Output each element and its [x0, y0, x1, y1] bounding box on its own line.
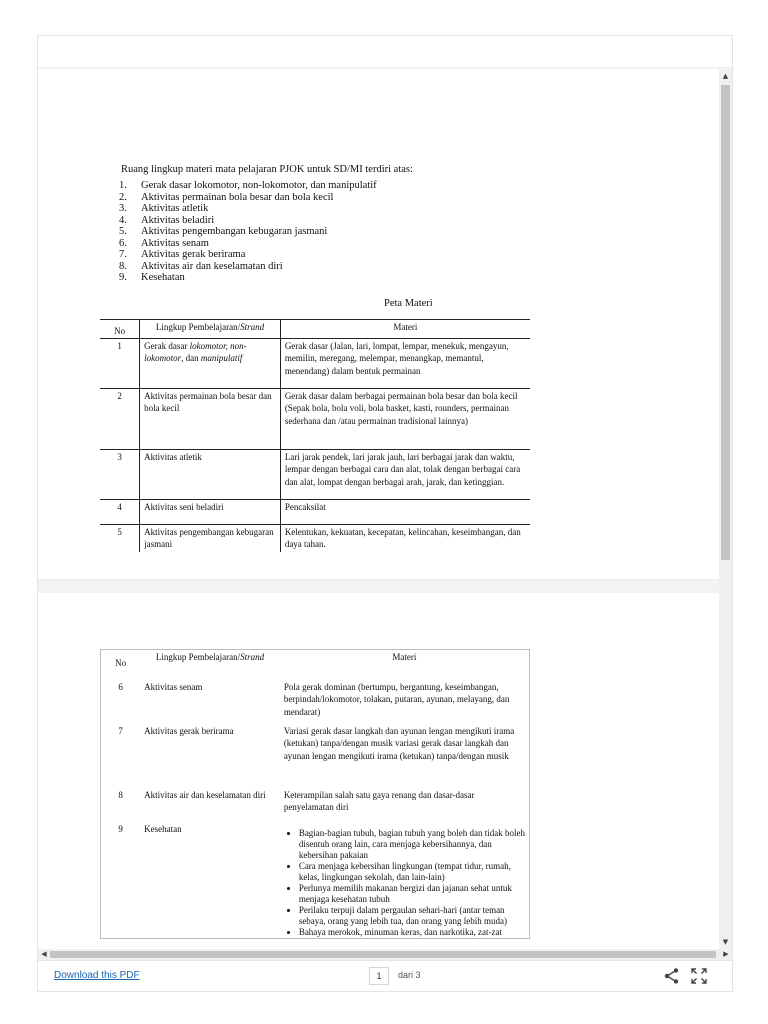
- intro-text: Ruang lingkup materi mata pelajaran PJOK untuk SD/MI terdiri atas:: [121, 164, 413, 175]
- row-materi: Gerak dasar dalam berbagai permainan bola besar dan bola kecil (Sepak bola, bola voli, bola basket, kasti, rounders, permainan sederhana dan /atau permainan tradisional lainnya): [280, 388, 530, 449]
- row-strand: Gerak dasar lokomotor, non-lokomotor, dan manipulatif: [140, 338, 281, 388]
- header-strand: Lingkup Pembelajaran/Strand: [140, 320, 281, 339]
- table-row: 9 Kesehatan • Bagian-bagian tubuh, bagian tubuh yang boleh dan tidak boleh disentuh orang lain, cara menjaga kebersihannya, dan kebersihan pakaian • Cara menjaga kebersihan lingkungan (tempat tidur, rumah, kelas, lingkungan sekolah, dan lain-lain) • Perlunya memilih makanan bergizi dan jajanan sehat untuk menjaga kesehatan tubuh • Perilaku terpuji dalam pergaulan sehari-hari (antar teman sebaya, orang yang lebih tua, dan orang yang lebih muda) • Bahaya merokok, minuman keras, dan narkotika, zat-zat: [101, 822, 530, 939]
- row-strand: Aktivitas seni beladiri: [140, 499, 281, 524]
- material-list: [119, 180, 377, 284]
- vertical-scrollbar[interactable]: [719, 69, 732, 949]
- viewer-top-area: [38, 36, 732, 68]
- header-materi: Materi: [392, 652, 417, 662]
- download-pdf-link[interactable]: Download this PDF: [54, 970, 140, 981]
- row-materi: Pola gerak dominan (bertumpu, bergantung, keseimbangan, berpindah/lokomotor, tolakan, putaran, ayunan, melayang, dan mendarat): [283, 681, 510, 717]
- pdf-page-2: [38, 593, 719, 949]
- header-no: No: [100, 320, 140, 339]
- table-header-row: [100, 320, 530, 339]
- fullscreen-icon[interactable]: [689, 966, 709, 986]
- pdf-page-1: [38, 69, 719, 579]
- header-materi: Materi: [280, 320, 530, 339]
- row-strand: Aktivitas atletik: [140, 449, 281, 499]
- viewer-toolbar: [38, 960, 732, 992]
- list-item: 7. Aktivitas gerak berirama: [119, 249, 246, 260]
- list-item: 2. Aktivitas permainan bola besar dan bola kecil: [119, 191, 334, 203]
- row-strand: Kesehatan: [144, 823, 182, 834]
- peta-materi-table: [100, 319, 530, 552]
- page-total-label: dari 3: [398, 970, 421, 980]
- vertical-scroll-thumb[interactable]: [721, 85, 730, 560]
- row-materi: Keterampilan salah satu gaya renang dan dasar-dasar penyelamatan diri: [283, 789, 475, 812]
- row-materi: Variasi gerak dasar langkah dan ayunan lengan mengikuti irama (ketukan) tanpa/dengan musik variasi gerak dasar langkah dan ayunan lengan mengikuti irama (ketukan) tanpa/dengan musik: [283, 725, 515, 761]
- table-row: 4 Aktivitas seni beladiri Pencaksilat: [100, 499, 530, 524]
- list-item: 6. Aktivitas senam: [119, 237, 209, 249]
- list-item: • Bahaya merokok, minuman keras, dan narkotika, zat-zat: [299, 927, 525, 938]
- peta-materi-table-continued: [100, 649, 530, 939]
- scroll-up-arrow-icon[interactable]: ▲: [722, 72, 729, 80]
- horizontal-scrollbar[interactable]: [38, 949, 732, 960]
- scroll-right-arrow-icon[interactable]: ▶: [723, 950, 729, 958]
- list-item: • Perlunya memilih makanan bergizi dan jajanan sehat untuk menjaga kesehatan tubuh: [299, 883, 525, 905]
- row-strand: Aktivitas pengembangan kebugaran jasmani: [140, 524, 281, 552]
- share-icon[interactable]: [662, 966, 682, 986]
- page-number-input[interactable]: 1: [369, 967, 389, 985]
- horizontal-scroll-thumb[interactable]: [50, 951, 716, 958]
- table-row: 3 Aktivitas atletik Lari jarak pendek, lari jarak jauh, lari berbagai jarak dan waktu, lempar dengan berbagai cara dan alat, tolak dengan berbagai cara dan alat, lompat dengan berbagai arah, jarak, dan ketinggian.: [100, 449, 530, 499]
- table-row: 8 Aktivitas air dan keselamatan diri Keterampilan salah satu gaya renang dan dasar-dasar penyelamatan diri: [101, 788, 530, 822]
- list-item: 8. Aktivitas air dan keselamatan diri: [119, 260, 283, 272]
- kesehatan-bullet-list: [284, 828, 525, 938]
- list-item: • Cara menjaga kebersihan lingkungan (tempat tidur, rumah, kelas, lingkungan sekolah, dan lain-lain): [299, 861, 525, 883]
- row-materi: Lari jarak pendek, lari jarak jauh, lari berbagai jarak dan waktu, lempar dengan berbagai cara dan alat, tolak dengan berbagai cara dan alat, lompat dengan berbagai arah, jarak, dan ketinggian.: [280, 449, 530, 499]
- table-row: 2 Aktivitas permainan bola besar dan bola kecil Gerak dasar dalam berbagai permainan bola besar dan bola kecil (Sepak bola, bola voli, bola basket, kasti, rounders, permainan sederhana dan /atau permainan tradisional lainnya): [100, 388, 530, 449]
- list-item: 9. Kesehatan: [119, 272, 185, 283]
- row-strand: Aktivitas air dan keselamatan diri: [144, 789, 266, 800]
- table-row: 1 Gerak dasar lokomotor, non-lokomotor, dan manipulatif Gerak dasar (Jalan, lari, lompat, lempar, menekuk, mengayun, memilin, meregang, melempar, menangkap, memantul, menendang) dalam bentuk permainan: [100, 338, 530, 388]
- table-row: 7 Aktivitas gerak berirama Variasi gerak dasar langkah dan ayunan lengan mengikuti irama (ketukan) tanpa/dengan musik variasi gerak dasar langkah dan ayunan lengan mengikuti irama (ketukan) tanpa/dengan musik: [101, 724, 530, 788]
- list-item: 4. Aktivitas beladiri: [119, 214, 215, 226]
- list-item: • Bagian-bagian tubuh, bagian tubuh yang boleh dan tidak boleh disentuh orang lain, cara menjaga kebersihannya, dan kebersihan pakaian: [299, 828, 525, 861]
- header-strand: Lingkup Pembelajaran/Strand: [155, 652, 265, 662]
- row-strand: Aktivitas senam: [144, 681, 203, 692]
- row-materi: Kelentukan, kekuatan, kecepatan, kelincahan, keseimbangan, dan daya tahan.: [284, 526, 521, 549]
- row-materi: [280, 822, 530, 939]
- list-item: 1. Gerak dasar lokomotor, non-lokomotor, dan manipulatif: [119, 180, 377, 191]
- list-item: • Perilaku terpuji dalam pergaulan sehari-hari (antar teman sebaya, orang yang lebih tua, dan orang yang lebih muda): [299, 905, 525, 927]
- scroll-down-arrow-icon[interactable]: ▼: [722, 938, 729, 946]
- row-strand: Aktivitas permainan bola besar dan bola kecil: [140, 388, 281, 449]
- table-row: 5 Aktivitas pengembangan kebugaran jasmani Kelentukan, kekuatan, kecepatan, kelincahan, keseimbangan, dan daya tahan.: [100, 524, 530, 552]
- table-title: Peta Materi: [384, 298, 433, 309]
- table-header-row: [101, 650, 530, 680]
- scroll-left-arrow-icon[interactable]: ◀: [41, 950, 47, 958]
- pdf-viewer: [37, 35, 733, 992]
- row-materi: Gerak dasar (Jalan, lari, lompat, lempar, menekuk, mengayun, memilin, meregang, melempar, menangkap, memantul, menendang) dalam bentuk permainan: [280, 338, 530, 388]
- list-item: 3. Aktivitas atletik: [119, 203, 209, 214]
- row-materi: Pencaksilat: [280, 499, 530, 524]
- header-no: No: [115, 658, 127, 668]
- list-item: 5. Aktivitas pengembangan kebugaran jasmani: [119, 226, 328, 237]
- row-strand: Aktivitas gerak berirama: [144, 725, 234, 736]
- table-row: 6 Aktivitas senam Pola gerak dominan (bertumpu, bergantung, keseimbangan, berpindah/lokomotor, tolakan, putaran, ayunan, melayang, dan mendarat): [101, 680, 530, 724]
